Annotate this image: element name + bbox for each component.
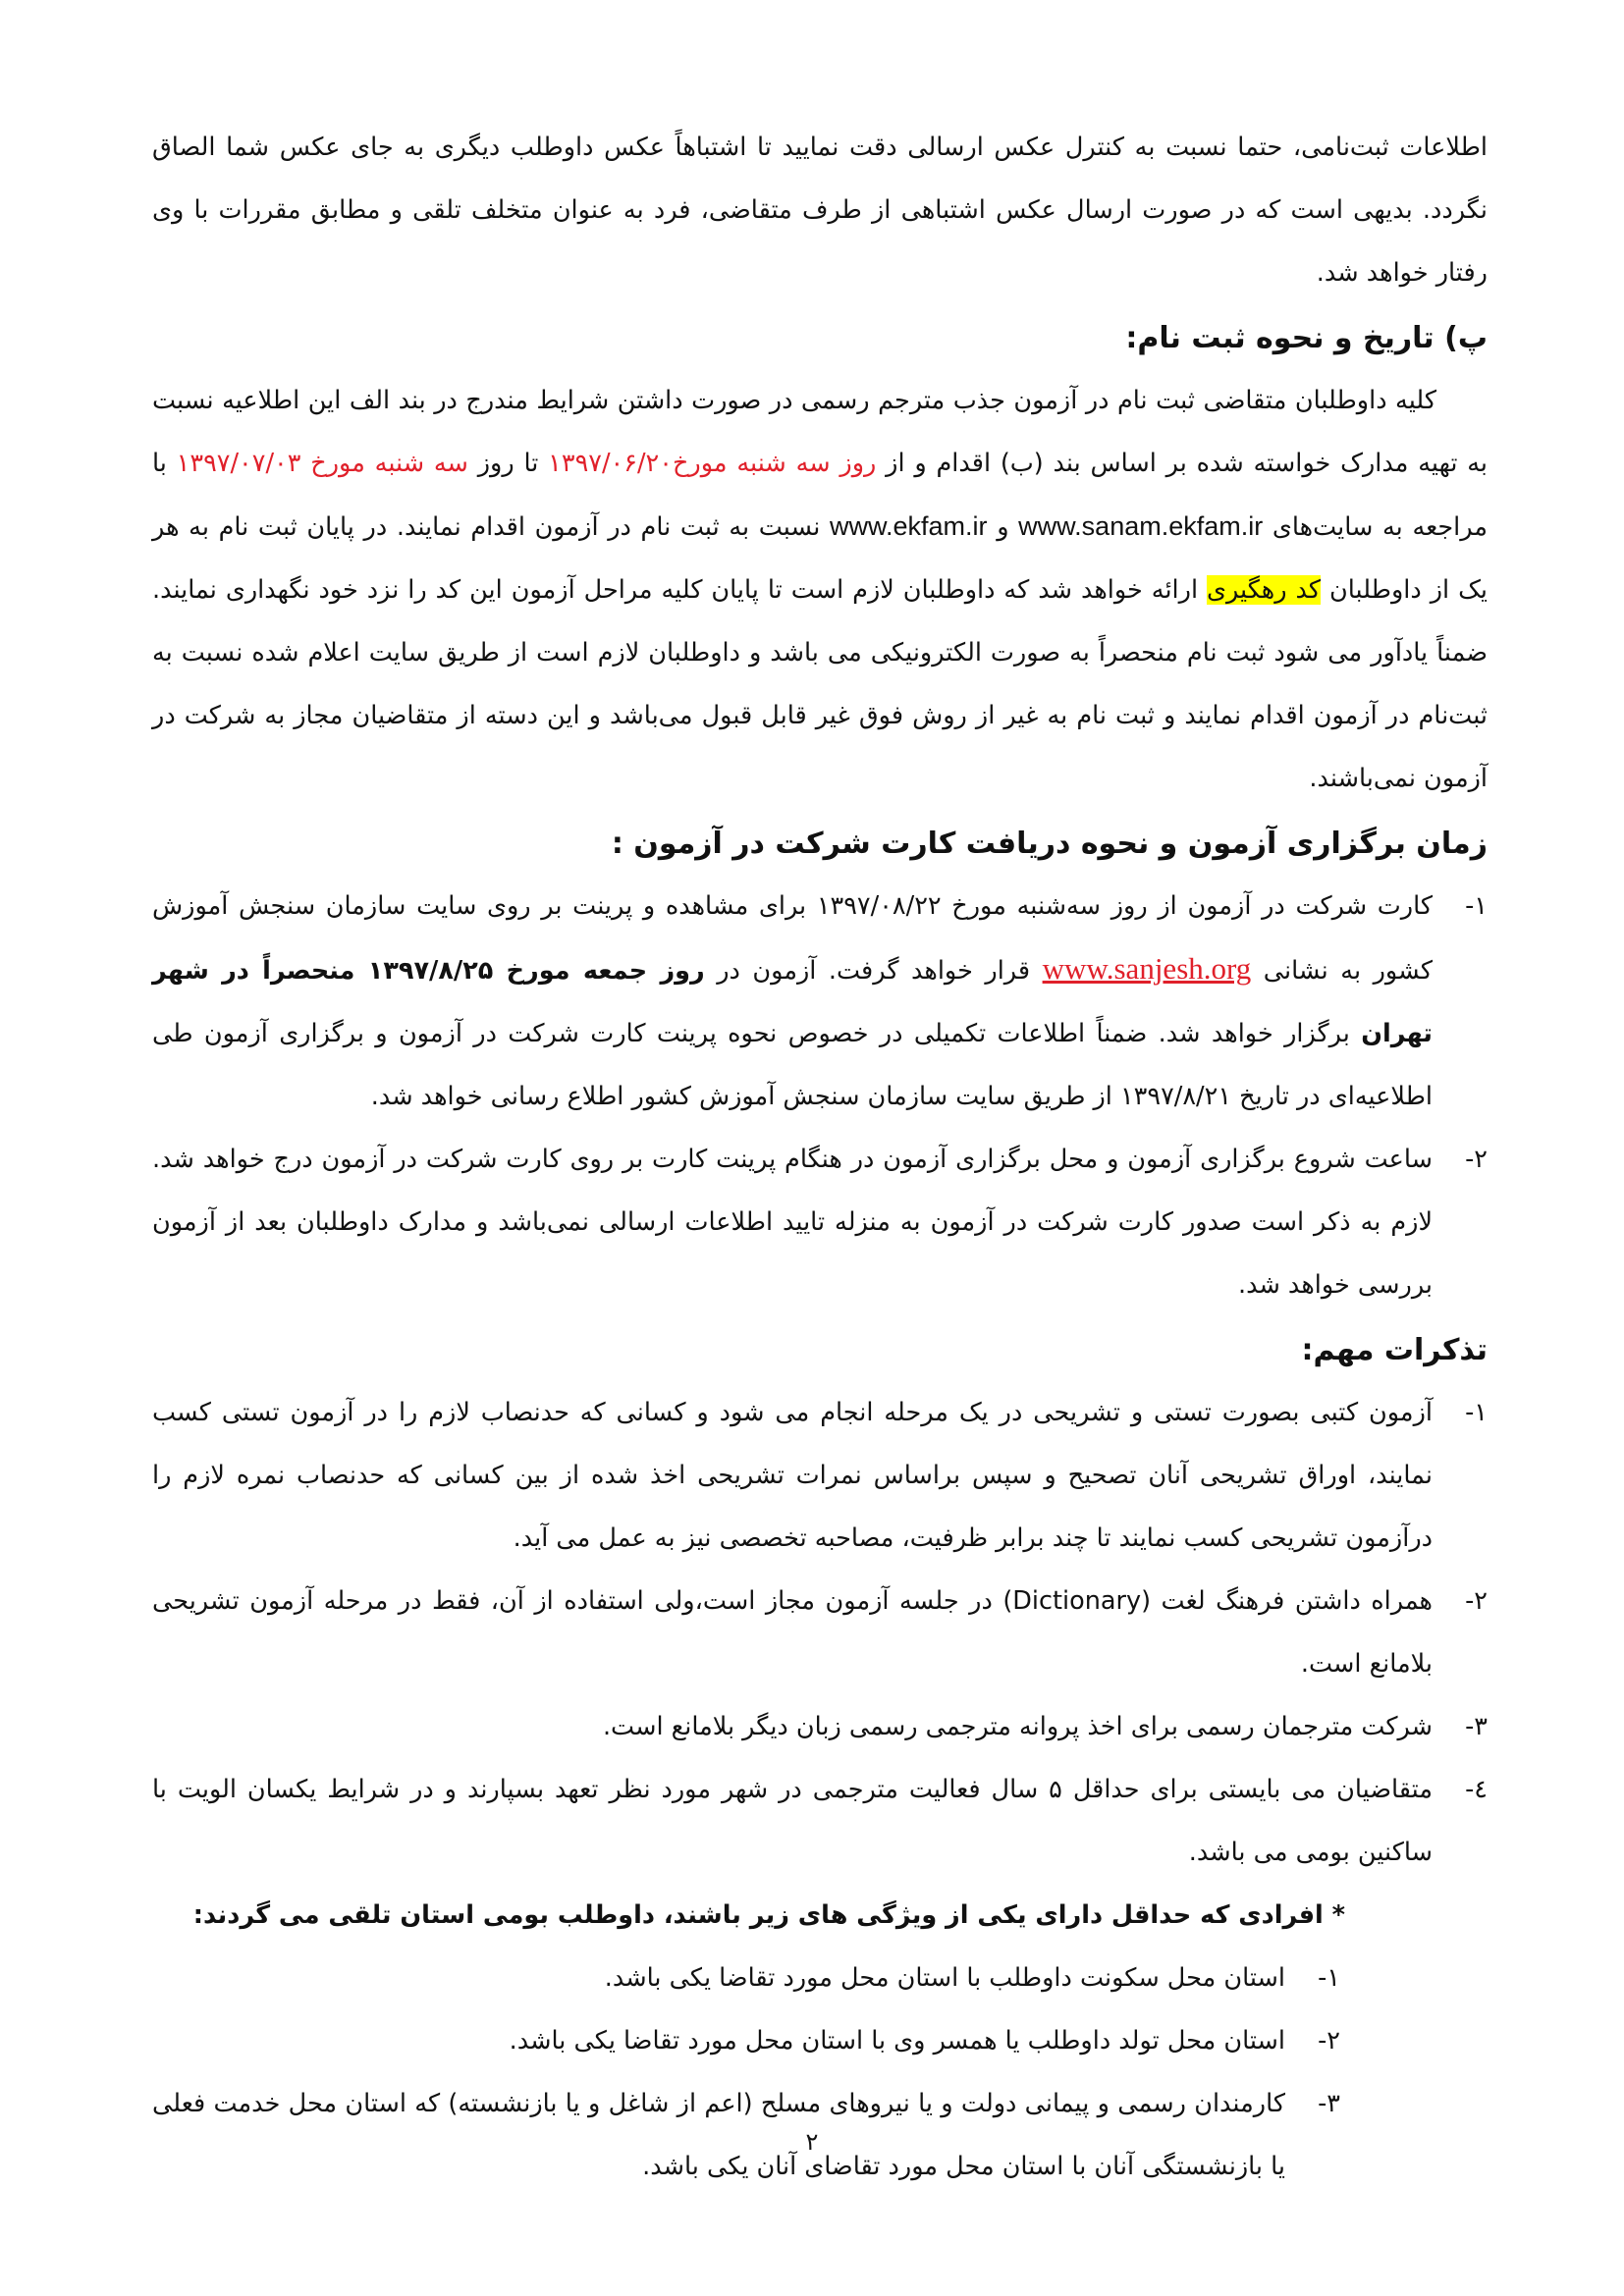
registration-paragraph xyxy=(152,369,1488,810)
native-applicant-note: * افرادی که حداقل دارای یکی از ویژگی های زیر باشند، داوطلب بومی استان تلقی می گردند: xyxy=(192,1900,1345,1930)
exam-date-bold: روز جمعه مورخ ۱۳۹۷/۸/۲۵ منحصراً در شهر تهران xyxy=(152,956,1433,1048)
item-text: متقاضیان می بایستی برای حداقل ۵ سال فعالیت مترجمی در شهر مورد نظر تعهد بسپارند و در شرایط یکسان الویت با ساکنین بومی می باشد. xyxy=(152,1775,1433,1867)
note-item xyxy=(152,1695,1488,1758)
item-text: شرکت مترجمان رسمی برای اخذ پروانه مترجمی رسمی زبان دیگر بلامانع است. xyxy=(602,1712,1433,1741)
sanjesh-link[interactable]: www.sanjesh.org xyxy=(1042,951,1252,986)
item-number: ۳- xyxy=(1318,2089,1340,2118)
item-number: ۳- xyxy=(1465,1712,1488,1741)
end-date: سه شنبه مورخ ۱۳۹۷/۰۷/۰۳ xyxy=(176,449,468,478)
note-item xyxy=(152,1758,1488,1884)
tracking-code-highlight: کد رهگیری xyxy=(1207,575,1322,605)
start-date: روز سه شنبه مورخ۱۳۹۷/۰۶/۲۰ xyxy=(548,449,877,478)
item-text: آزمون کتبی بصورت تستی و تشریحی در یک مرحله انجام می شود و کسانی که حدنصاب لازم را در آزمون تستی کسب نمایند، اوراق تشریحی آنان تصحیح و سپس براساس نمرات تشریحی اخذ شده از بین کسانی که حدنصاب نمره لازم را درآزمون تشریحی کسب نمایند تا چند برابر ظرفیت، مصاحبه تخصصی نیز به عمل می آید. xyxy=(152,1398,1433,1553)
native-criteria-list xyxy=(152,1947,1488,2072)
text-segment: قرار خواهد گرفت. آزمون در xyxy=(704,956,1043,986)
item-text: استان محل تولد داوطلب یا همسر وی با استان محل مورد تقاضا یکی باشد. xyxy=(509,2026,1285,2056)
item-number: ٤- xyxy=(1465,1775,1488,1804)
item-text: کارمندان رسمی و پیمانی دولت و یا نیروهای مسلح (اعم از شاغل و یا بازنشسته) که استان محل خدمت فعلی یا بازنشستگی آنان با استان محل مورد تقاضای آنان یکی باشد. xyxy=(152,2089,1285,2181)
note-item xyxy=(152,1381,1488,1570)
section-heading-exam: زمان برگزاری آزمون و نحوه دریافت کارت شرکت در آزمون : xyxy=(611,827,1488,861)
text-segment: کلیه داوطلبان متقاضی ثبت نام در آزمون جذب مترجم رسمی در صورت داشتن شرایط مندرج در بند الف این اطلاعیه نسبت به تهیه مدارک خواسته شده بر اساس بند (ب) اقدام و از xyxy=(152,386,1488,478)
text-segment: برگزار خواهد شد. ضمناً اطلاعات تکمیلی در خصوص نحوه پرینت کارت شرکت در آزمون و برگزاری آزمون طی اطلاعیه‌ای در تاریخ ۱۳۹۷/۸/۲۱ از طریق سایت سازمان سنجش آموزش کشور اطلاع رسانی خواهد شد. xyxy=(152,1019,1433,1111)
page-number: ۲ xyxy=(805,2128,819,2156)
section-heading-notes: تذکرات مهم: xyxy=(1301,1333,1488,1367)
item-text: استان محل سکونت داوطلب با استان محل مورد تقاضا یکی باشد. xyxy=(604,1963,1285,1993)
item-number: ۲- xyxy=(1465,1586,1488,1616)
document-page xyxy=(152,116,1488,2198)
site-link-ekfam[interactable]: www.ekfam.ir xyxy=(830,511,988,541)
text-segment: ارائه خواهد شد که داوطلبان لازم است تا پایان کلیه مراحل آزمون این کد را نزد خود نگهداری نمایند. ضمناً یادآور می شود ثبت نام منحصراً به صورت الکترونیکی می باشد و داوطلبان لازم است از طریق سایت اعلام شده نسبت به ثبت‌نام در آزمون اقدام نمایند و ثبت نام به غیر از روش فوق غیر قابل قبول می‌باشد و این دسته از متقاضیان مجاز به شرکت در آزمون نمی‌باشند. xyxy=(152,575,1488,793)
exam-item xyxy=(152,875,1488,1128)
text-segment: و xyxy=(987,512,1019,542)
item-number: ۱- xyxy=(1318,1963,1340,1993)
criteria-item xyxy=(152,2009,1340,2072)
site-link-sanam[interactable]: www.sanam.ekfam.ir xyxy=(1018,511,1264,541)
item-text: ساعت شروع برگزاری آزمون و محل برگزاری آزمون در هنگام پرینت کارت بر روی کارت شرکت در آزمون درج خواهد شد. لازم به ذکر است صدور کارت شرکت در آزمون به منزله تایید اطلاعات ارسالی نمی‌باشد و مدارک داوطلبان بعد از آزمون بررسی خواهد شد. xyxy=(152,1145,1433,1300)
text-segment: با مراجعه به سایت‌های xyxy=(152,449,1488,542)
text-segment: تا روز xyxy=(467,449,549,478)
item-number: ۱- xyxy=(1465,891,1488,921)
item-number: ۲- xyxy=(1465,1145,1488,1174)
note-item xyxy=(152,1570,1488,1695)
section-heading-registration: پ) تاریخ و نحوه ثبت نام: xyxy=(1125,321,1488,355)
text-segment: نسبت به ثبت نام در آزمون اقدام نمایند. در پایان ثبت نام به هر یک از داوطلبان xyxy=(152,512,1488,605)
item-number: ۲- xyxy=(1318,2026,1340,2056)
text-segment: کارت شرکت در آزمون از روز سه‌شنبه مورخ ۱۳۹۷/۰۸/۲۲ برای مشاهده و پرینت بر روی سایت سازمان سنجش آموزش کشور به نشانی xyxy=(152,891,1433,986)
item-number: ۱- xyxy=(1465,1398,1488,1427)
criteria-item xyxy=(152,1947,1340,2009)
intro-paragraph: اطلاعات ثبت‌نامی، حتما نسبت به کنترل عکس ارسالی دقت نمایید تا اشتباهاً عکس داوطلب دیگری به جای عکس شما الصاق نگردد. بدیهی است که در صورت ارسال عکس اشتباهی از طرف متقاضی، فرد به عنوان متخلف تلقی و مطابق مقررات با وی رفتار خواهد شد. xyxy=(152,133,1488,288)
exam-item xyxy=(152,1128,1488,1316)
item-text: همراه داشتن فرهنگ لغت (Dictionary) در جلسه آزمون مجاز است،ولی استفاده از آن، فقط در مرحله آزمون تشریحی بلامانع است. xyxy=(152,1586,1434,1679)
